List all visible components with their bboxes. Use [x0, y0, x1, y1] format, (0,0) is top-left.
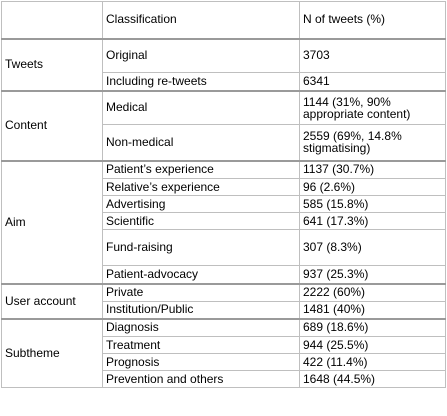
table-row: [2, 161, 446, 179]
header-cell-classification: Classification: [103, 2, 300, 39]
value-cell: 689 (18.6%): [300, 319, 446, 337]
classification-cell: Patient’s experience: [103, 161, 300, 179]
classification-cell: Patient-advocacy: [103, 266, 300, 284]
classification-cell: Diagnosis: [103, 319, 300, 337]
group-label-user-account: User account: [2, 284, 103, 319]
classification-cell: Advertising: [103, 196, 300, 213]
table-row: [2, 319, 446, 337]
header-cell-blank: [2, 2, 103, 39]
value-cell: 422 (11.4%): [300, 354, 446, 371]
value-cell: 1481 (40%): [300, 302, 446, 319]
classification-cell: Prevention and others: [103, 371, 300, 388]
value-cell: 2222 (60%): [300, 284, 446, 302]
classification-cell: Institution/Public: [103, 302, 300, 319]
value-cell: 1137 (30.7%): [300, 161, 446, 179]
value-cell: 585 (15.8%): [300, 196, 446, 213]
value-cell: 3703: [300, 39, 446, 73]
classification-cell: Relative’s experience: [103, 179, 300, 196]
value-cell: 1648 (44.5%): [300, 371, 446, 388]
group-label-subtheme: Subtheme: [2, 319, 103, 388]
table-row: [2, 91, 446, 125]
tweet-classification-table-document: [1, 1, 446, 413]
classification-cell: Fund-raising: [103, 230, 300, 266]
classification-cell: Prognosis: [103, 354, 300, 371]
value-cell: 307 (8.3%): [300, 230, 446, 266]
classification-cell: Non-medical: [103, 125, 300, 161]
group-label-content: Content: [2, 91, 103, 161]
classification-cell: Treatment: [103, 337, 300, 354]
table-row: [2, 39, 446, 73]
classification-cell: Including re-tweets: [103, 73, 300, 91]
value-cell: 1144 (31%, 90% appropriate content): [300, 91, 446, 125]
header-row: [2, 2, 446, 39]
value-cell: 96 (2.6%): [300, 179, 446, 196]
value-cell: 2559 (69%, 14.8% stigmatising): [300, 125, 446, 161]
tweet-classification-table: [1, 1, 446, 388]
table-row: [2, 284, 446, 302]
value-cell: 944 (25.5%): [300, 337, 446, 354]
classification-cell: Original: [103, 39, 300, 73]
classification-cell: Medical: [103, 91, 300, 125]
group-label-aim: Aim: [2, 161, 103, 284]
value-cell: 6341: [300, 73, 446, 91]
header-cell-n-tweets: N of tweets (%): [300, 2, 446, 39]
classification-cell: Scientific: [103, 213, 300, 230]
value-cell: 937 (25.3%): [300, 266, 446, 284]
group-label-tweets: Tweets: [2, 39, 103, 91]
value-cell: 641 (17.3%): [300, 213, 446, 230]
classification-cell: Private: [103, 284, 300, 302]
